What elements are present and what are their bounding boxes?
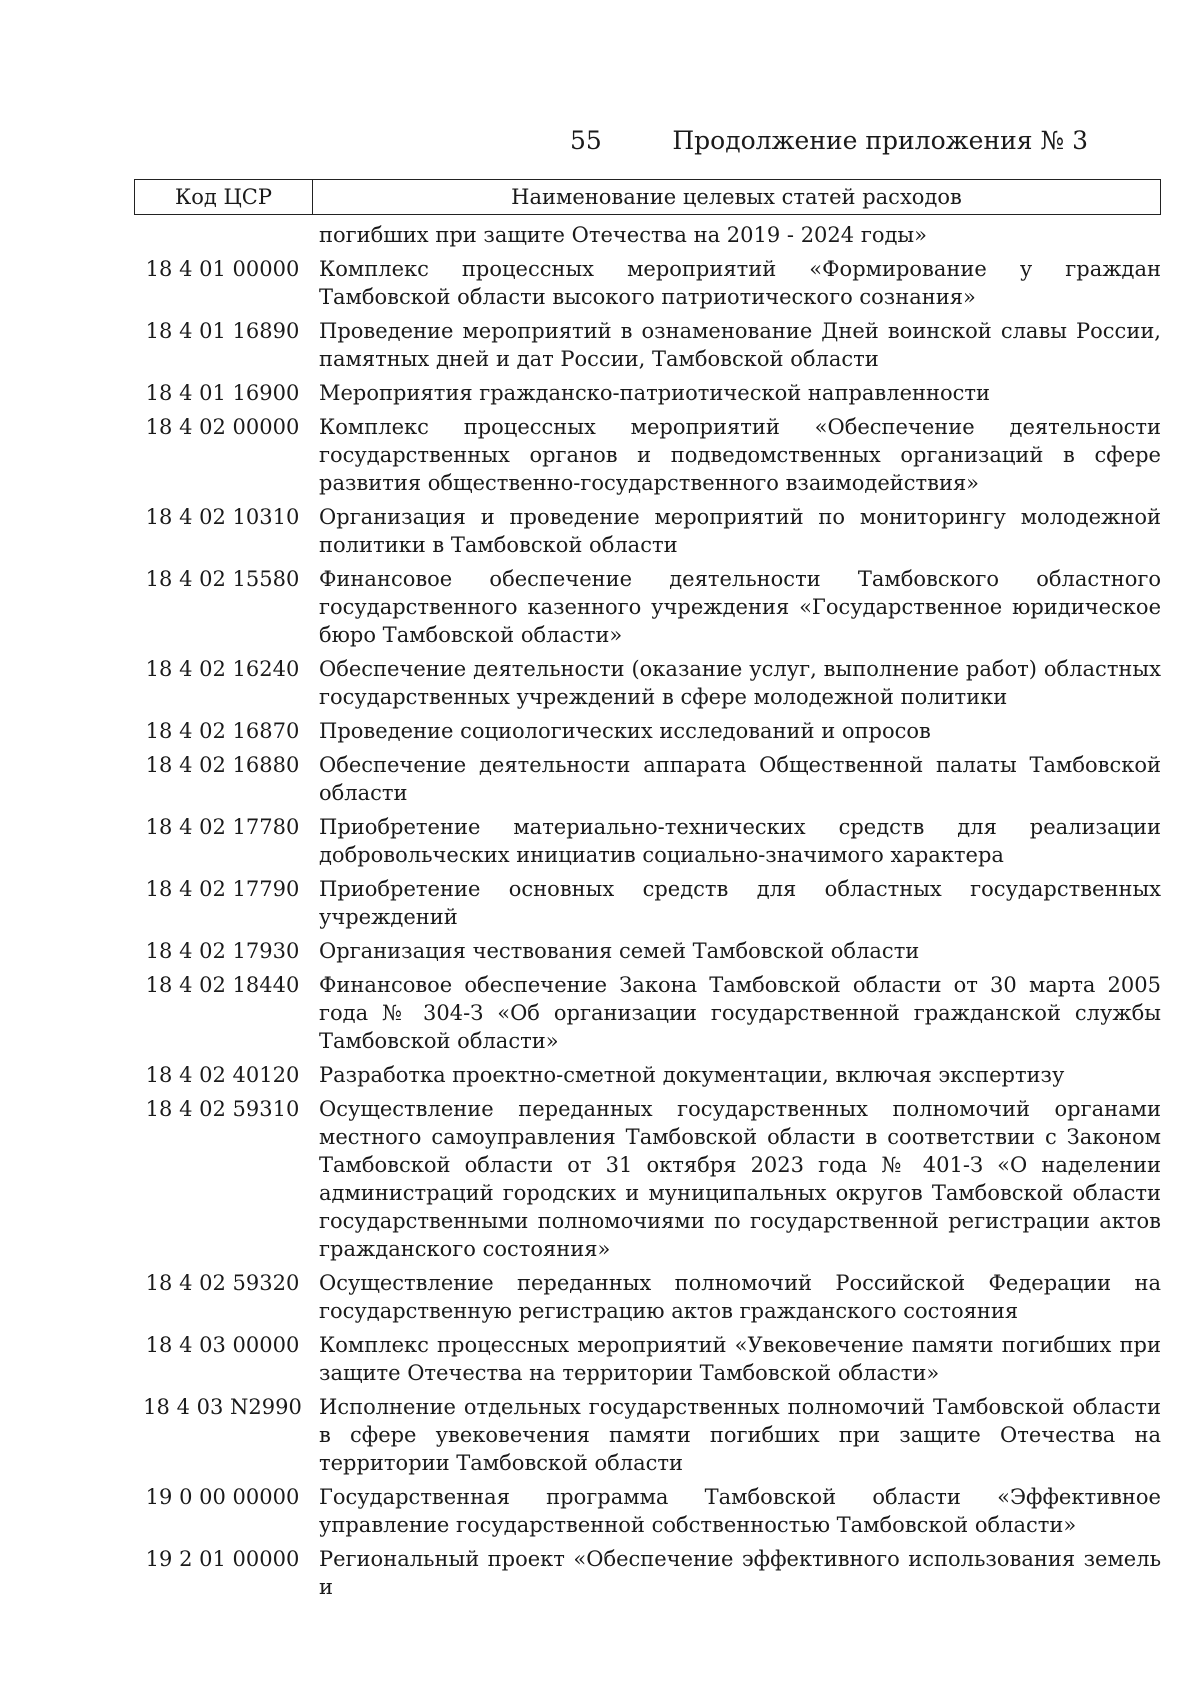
row-name: Мероприятия гражданско-патриотической направленности <box>319 381 991 405</box>
row-code: 18 4 03 00000 <box>145 1333 300 1357</box>
row-code: 18 4 02 17790 <box>145 877 300 901</box>
page-number: 55 <box>570 126 602 155</box>
table-row <box>134 969 1161 1055</box>
row-code: 19 0 00 00000 <box>145 1485 300 1509</box>
row-code: 18 4 02 40120 <box>145 1063 300 1087</box>
row-code: 18 4 02 59310 <box>145 1097 300 1121</box>
table-row <box>134 1093 1161 1263</box>
table-row <box>134 501 1161 559</box>
row-name: Приобретение материально-технических средств для реализации добровольческих инициатив социально-значимого характера <box>319 815 1161 867</box>
table-row <box>134 377 1161 407</box>
row-name: Осуществление переданных государственных полномочий органами местного самоуправления Тамбовской области в соответствии с Законом Тамбовской области от 31 октября 2023 года № 401-З «О наделении администраций городских и муниципальных округов Тамбовской области государственными полномочиями по государственной регистрации актов гражданского состояния» <box>319 1097 1161 1261</box>
row-name: Организация чествования семей Тамбовской области <box>319 939 920 963</box>
row-code: 18 4 02 18440 <box>145 973 300 997</box>
row-name: Региональный проект «Обеспечение эффективного использования земель и <box>319 1547 1161 1599</box>
row-code <box>134 219 311 249</box>
table-row <box>134 811 1161 869</box>
table-row <box>134 1481 1161 1539</box>
table-row <box>134 935 1161 965</box>
column-header-code: Код ЦСР <box>135 180 313 214</box>
table-row <box>134 219 1161 249</box>
row-name: Приобретение основных средств для областных государственных учреждений <box>319 877 1161 929</box>
row-name: погибших при защите Отечества на 2019 - 2024 годы» <box>319 223 927 247</box>
table-row <box>134 1391 1161 1477</box>
table-row <box>134 653 1161 711</box>
table-row <box>134 873 1161 931</box>
table-header <box>134 179 1161 215</box>
row-code: 19 2 01 00000 <box>145 1547 300 1571</box>
column-header-name: Наименование целевых статей расходов <box>511 185 962 209</box>
row-name: Осуществление переданных полномочий Российской Федерации на государственную регистрацию актов гражданского состояния <box>319 1271 1161 1323</box>
row-code: 18 4 02 15580 <box>145 567 300 591</box>
row-name: Государственная программа Тамбовской области «Эффективное управление государственной собственностью Тамбовской области» <box>319 1485 1161 1537</box>
row-code: 18 4 01 16890 <box>145 319 300 343</box>
row-name: Финансовое обеспечение деятельности Тамбовского областного государственного казенного учреждения «Государственное юридическое бюро Тамбовской области» <box>319 567 1161 647</box>
row-name: Комплекс процессных мероприятий «Формирование у граждан Тамбовской области высокого патриотического сознания» <box>319 257 1161 309</box>
table-row <box>134 315 1161 373</box>
appendix-continuation-label: Продолжение приложения № 3 <box>672 126 1088 155</box>
page-header <box>0 126 1200 166</box>
row-code: 18 4 02 16880 <box>145 753 300 777</box>
row-name: Проведение социологических исследований и опросов <box>319 719 931 743</box>
table-row <box>134 563 1161 649</box>
table-body <box>134 219 1161 1605</box>
row-code: 18 4 02 10310 <box>145 505 300 529</box>
row-name: Проведение мероприятий в ознаменование Дней воинской славы России, памятных дней и дат России, Тамбовской области <box>319 319 1161 371</box>
row-code: 18 4 02 16240 <box>145 657 300 681</box>
table-row <box>134 1543 1161 1601</box>
row-name: Финансовое обеспечение Закона Тамбовской области от 30 марта 2005 года № 304-З «Об организации государственной гражданской службы Тамбовской области» <box>319 973 1161 1053</box>
table-row <box>134 1059 1161 1089</box>
row-code: 18 4 02 17780 <box>145 815 300 839</box>
row-code: 18 4 02 59320 <box>145 1271 300 1295</box>
row-name: Комплекс процессных мероприятий «Увековечение памяти погибших при защите Отечества на территории Тамбовской области» <box>319 1333 1161 1385</box>
table-row <box>134 253 1161 311</box>
row-code: 18 4 03 N2990 <box>143 1395 302 1419</box>
row-code: 18 4 01 00000 <box>145 257 300 281</box>
table-row <box>134 749 1161 807</box>
row-code: 18 4 02 00000 <box>145 415 300 439</box>
table-row <box>134 1267 1161 1325</box>
row-name: Комплекс процессных мероприятий «Обеспечение деятельности государственных органов и подведомственных организаций в сфере развития общественно-государственного взаимодействия» <box>319 415 1161 495</box>
row-code: 18 4 02 17930 <box>145 939 300 963</box>
row-name: Обеспечение деятельности (оказание услуг, выполнение работ) областных государственных учреждений в сфере молодежной политики <box>319 657 1161 709</box>
row-name: Исполнение отдельных государственных полномочий Тамбовской области в сфере увековечения памяти погибших при защите Отечества на территории Тамбовской области <box>319 1395 1161 1475</box>
row-code: 18 4 01 16900 <box>145 381 300 405</box>
row-code: 18 4 02 16870 <box>145 719 300 743</box>
table-row <box>134 1329 1161 1387</box>
row-name: Обеспечение деятельности аппарата Общественной палаты Тамбовской области <box>319 753 1161 805</box>
table-row <box>134 715 1161 745</box>
row-name: Организация и проведение мероприятий по мониторингу молодежной политики в Тамбовской области <box>319 505 1161 557</box>
row-name: Разработка проектно-сметной документации, включая экспертизу <box>319 1063 1065 1087</box>
table-row <box>134 411 1161 497</box>
